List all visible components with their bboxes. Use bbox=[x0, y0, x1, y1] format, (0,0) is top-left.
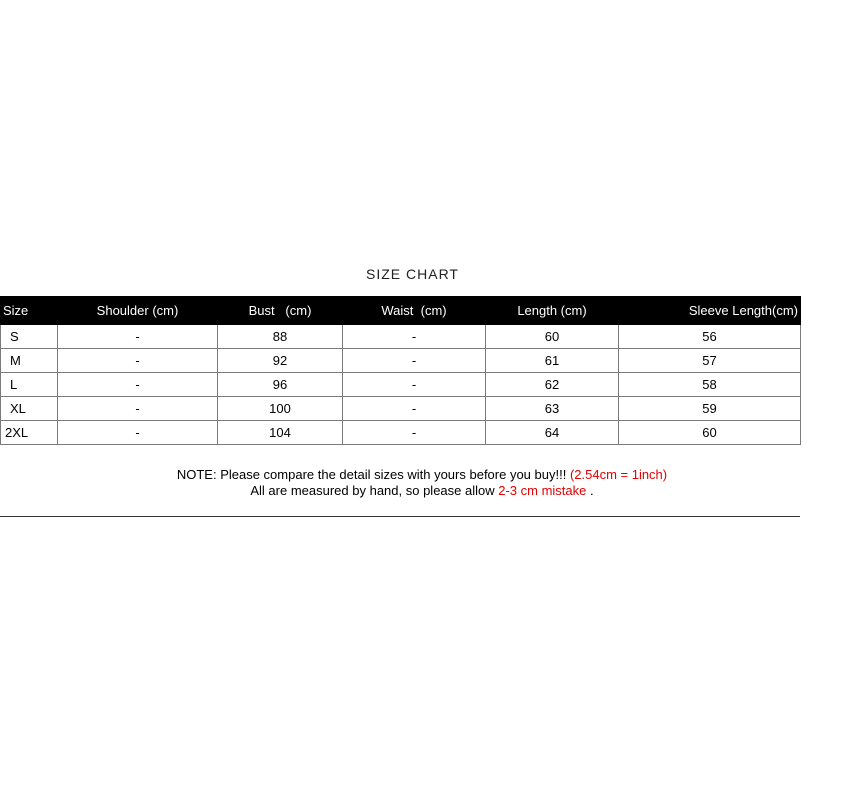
table-row bbox=[1, 349, 801, 373]
cell-bust: 104 bbox=[218, 421, 343, 445]
cell-waist: - bbox=[343, 421, 486, 445]
cell-bust: 100 bbox=[218, 397, 343, 421]
measurement-note bbox=[0, 467, 844, 499]
table-row bbox=[1, 325, 801, 349]
header-waist: Waist (cm) bbox=[343, 297, 486, 325]
header-bust: Bust (cm) bbox=[218, 297, 343, 325]
note-line-2-end: . bbox=[586, 483, 594, 498]
table-row bbox=[1, 373, 801, 397]
cell-waist: - bbox=[343, 397, 486, 421]
cell-shoulder: - bbox=[58, 349, 218, 373]
table-row bbox=[1, 397, 801, 421]
cell-sleeve-length: 56 bbox=[619, 325, 801, 349]
header-length: Length (cm) bbox=[486, 297, 619, 325]
size-table-header bbox=[1, 297, 801, 325]
cell-waist: - bbox=[343, 349, 486, 373]
header-row bbox=[1, 297, 801, 325]
note-line-1-conversion: (2.54cm = 1inch) bbox=[569, 467, 668, 482]
cell-sleeve-length: 57 bbox=[619, 349, 801, 373]
cell-size: L bbox=[1, 373, 58, 397]
size-chart-title-text: SIZE CHART bbox=[366, 266, 459, 282]
note-line-1-text: NOTE: Please compare the detail sizes with yours before you buy!!! bbox=[176, 467, 570, 482]
note-line-2 bbox=[0, 483, 844, 499]
cell-length: 63 bbox=[486, 397, 619, 421]
cell-sleeve-length: 60 bbox=[619, 421, 801, 445]
cell-length: 62 bbox=[486, 373, 619, 397]
table-row bbox=[1, 421, 801, 445]
size-chart-title bbox=[366, 263, 486, 282]
header-size: Size bbox=[1, 297, 58, 325]
cell-sleeve-length: 59 bbox=[619, 397, 801, 421]
cell-shoulder: - bbox=[58, 325, 218, 349]
note-line-2-tolerance: 2-3 cm mistake bbox=[498, 483, 587, 498]
cell-length: 61 bbox=[486, 349, 619, 373]
cell-bust: 88 bbox=[218, 325, 343, 349]
cell-length: 60 bbox=[486, 325, 619, 349]
cell-length: 64 bbox=[486, 421, 619, 445]
size-table-body bbox=[1, 325, 801, 445]
cell-bust: 96 bbox=[218, 373, 343, 397]
bottom-divider bbox=[0, 516, 800, 517]
cell-waist: - bbox=[343, 325, 486, 349]
cell-shoulder: - bbox=[58, 373, 218, 397]
header-sleeve-length: Sleeve Length(cm) bbox=[619, 297, 801, 325]
cell-bust: 92 bbox=[218, 349, 343, 373]
cell-size: XL bbox=[1, 397, 58, 421]
cell-size: S bbox=[1, 325, 58, 349]
note-line-2-text: All are measured by hand, so please allow bbox=[250, 483, 499, 498]
note-line-1 bbox=[0, 467, 844, 483]
size-table bbox=[0, 296, 801, 445]
cell-sleeve-length: 58 bbox=[619, 373, 801, 397]
cell-size: 2XL bbox=[1, 421, 58, 445]
cell-shoulder: - bbox=[58, 421, 218, 445]
cell-waist: - bbox=[343, 373, 486, 397]
header-shoulder: Shoulder (cm) bbox=[58, 297, 218, 325]
cell-size: M bbox=[1, 349, 58, 373]
cell-shoulder: - bbox=[58, 397, 218, 421]
